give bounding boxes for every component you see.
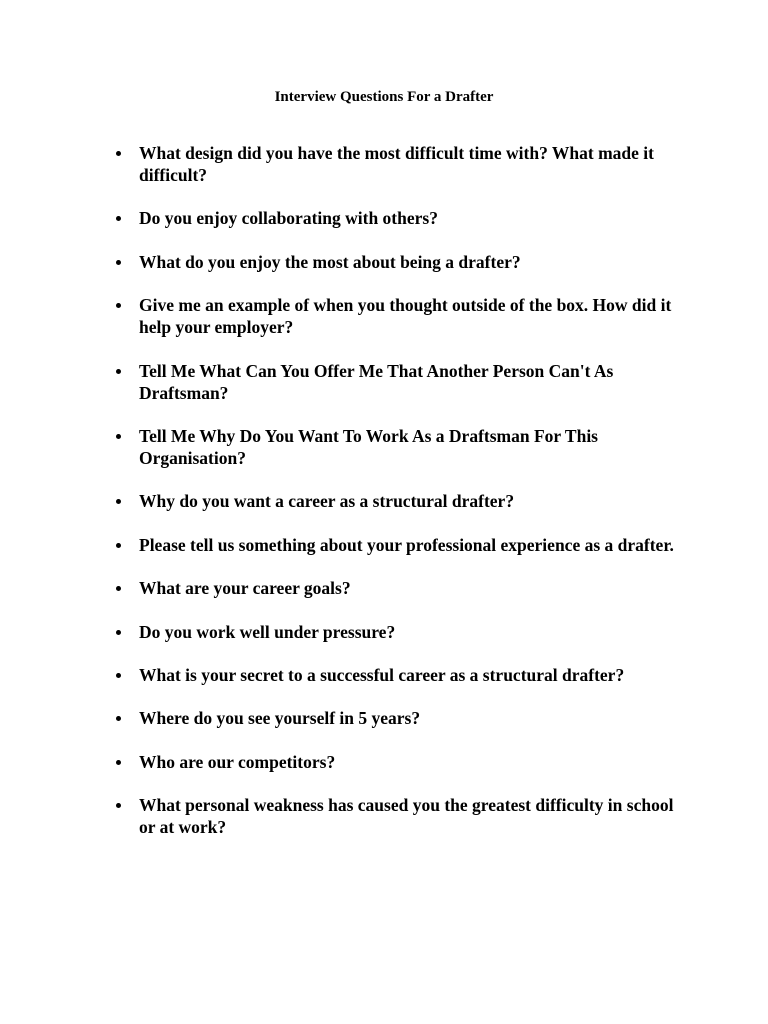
- bullet-icon: [116, 499, 121, 504]
- question-text: Tell Me Why Do You Want To Work As a Draftsman For This Organisation?: [139, 425, 598, 468]
- question-item: [0, 294, 768, 338]
- question-item: [0, 794, 768, 838]
- bullet-icon: [116, 369, 121, 374]
- question-item: [0, 207, 768, 229]
- question-item: [0, 577, 768, 599]
- question-text: What are your career goals?: [139, 578, 351, 599]
- question-text: Give me an example of when you thought outside of the box. How did it help your employer?: [139, 295, 672, 338]
- bullet-icon: [116, 260, 121, 265]
- question-item: [0, 707, 768, 729]
- document-title: Interview Questions For a Drafter: [274, 89, 494, 105]
- question-item: [0, 360, 768, 404]
- question-item: [0, 425, 768, 469]
- question-list: [0, 142, 768, 859]
- question-text: Tell Me What Can You Offer Me That Another Person Can't As Draftsman?: [139, 360, 614, 403]
- question-text: What do you enjoy the most about being a drafter?: [139, 251, 521, 272]
- bullet-icon: [116, 673, 121, 678]
- bullet-icon: [116, 760, 121, 765]
- bullet-icon: [116, 803, 121, 808]
- question-item: [0, 142, 768, 186]
- question-item: [0, 490, 768, 512]
- question-text: Do you enjoy collaborating with others?: [139, 208, 438, 229]
- question-item: [0, 534, 768, 556]
- question-item: [0, 664, 768, 686]
- question-text: What is your secret to a successful career as a structural drafter?: [139, 664, 625, 685]
- bullet-icon: [116, 716, 121, 721]
- question-item: [0, 251, 768, 273]
- question-item: [0, 751, 768, 773]
- question-item: [0, 621, 768, 643]
- question-text: What personal weakness has caused you the greatest difficulty in school or at work?: [139, 795, 674, 838]
- bullet-icon: [116, 543, 121, 548]
- bullet-icon: [116, 630, 121, 635]
- bullet-icon: [116, 216, 121, 221]
- question-text: Do you work well under pressure?: [139, 621, 396, 642]
- question-text: Why do you want a career as a structural drafter?: [139, 491, 515, 512]
- bullet-icon: [116, 303, 121, 308]
- question-text: Who are our competitors?: [139, 751, 336, 772]
- question-text: Please tell us something about your professional experience as a drafter.: [139, 534, 674, 555]
- question-text: Where do you see yourself in 5 years?: [139, 708, 421, 729]
- question-text: What design did you have the most difficult time with? What made it difficult?: [139, 143, 654, 185]
- bullet-icon: [116, 151, 121, 156]
- bullet-icon: [116, 434, 121, 439]
- bullet-icon: [116, 586, 121, 591]
